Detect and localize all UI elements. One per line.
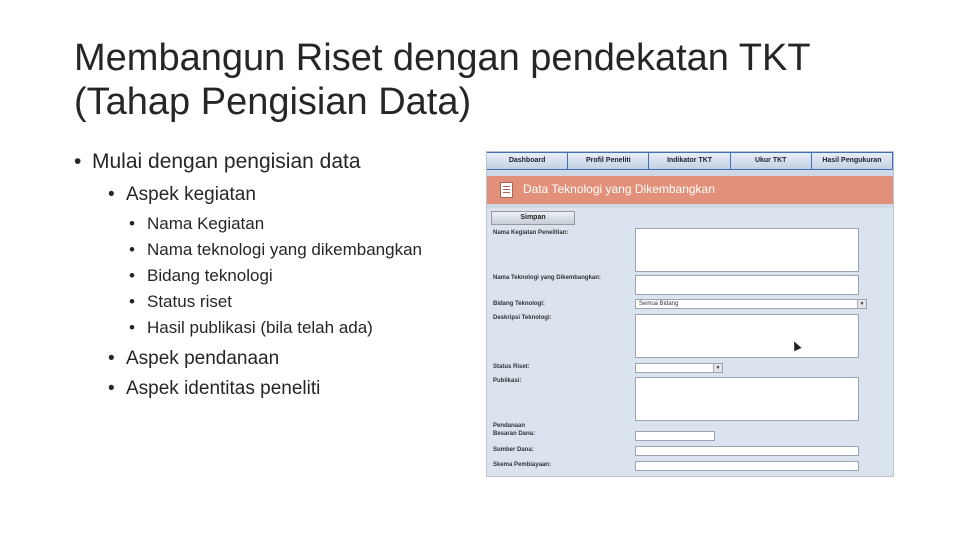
- sub-bullet-text: Nama teknologi yang dikembangkan: [147, 240, 423, 259]
- label-nama-kegiatan: Nama Kegiatan Penelitian:: [493, 230, 569, 236]
- bidang-select[interactable]: [635, 299, 867, 309]
- skema-pembiayaan-input[interactable]: [635, 461, 859, 471]
- sub-bullet: • Status riset: [129, 292, 233, 311]
- section-header: [487, 176, 893, 204]
- simpan-button[interactable]: Simpan: [491, 211, 575, 225]
- bidang-selected-value: Semua Bidang: [639, 301, 679, 307]
- section-title: Data Teknologi yang Dikembangkan: [523, 182, 715, 196]
- label-pendanaan: Pendanaan: [493, 423, 526, 429]
- nav-dashboard[interactable]: Dashboard: [487, 153, 567, 169]
- label-status: Status Riset:: [493, 364, 530, 370]
- bullet-aspek-identitas: • Aspek identitas peneliti: [108, 378, 321, 399]
- bullet-main-text: Mulai dengan pengisian data: [92, 150, 361, 173]
- slide-title: [74, 36, 874, 124]
- bullet-aspek-pendanaan: • Aspek pendanaan: [108, 348, 280, 369]
- sub-bullet-text: Nama Kegiatan: [147, 214, 265, 233]
- publikasi-textarea[interactable]: [635, 377, 859, 421]
- sub-bullet-text: Status riset: [147, 292, 233, 311]
- bullet-main: • Mulai dengan pengisian data: [74, 150, 361, 173]
- label-deskripsi: Deskripsi Teknologi:: [493, 315, 552, 321]
- title-line-2: (Tahap Pengisian Data): [74, 81, 472, 123]
- label-besaran: Besaran Dana:: [493, 431, 536, 437]
- deskripsi-textarea[interactable]: [635, 314, 859, 358]
- status-select[interactable]: [635, 363, 723, 373]
- app-screenshot: [486, 151, 894, 477]
- bullet-aspek-kegiatan: • Aspek kegiatan: [108, 184, 256, 205]
- label-nama-teknologi: Nama Teknologi yang Dikembangkan:: [493, 275, 601, 281]
- label-publikasi: Publikasi:: [493, 378, 522, 384]
- sub-bullet: • Bidang teknologi: [129, 266, 273, 285]
- chevron-down-icon: ▼: [857, 300, 866, 308]
- bullet-aspek-identitas-text: Aspek identitas peneliti: [126, 378, 321, 399]
- data-form: [487, 208, 893, 477]
- sub-bullet-text: Hasil publikasi (bila telah ada): [147, 318, 373, 337]
- bullet-aspek-kegiatan-text: Aspek kegiatan: [126, 184, 256, 205]
- nama-kegiatan-textarea[interactable]: [635, 228, 859, 272]
- sub-bullet: • Hasil publikasi (bila telah ada): [129, 318, 373, 337]
- app-nav-bar: [487, 152, 893, 170]
- label-sumber: Sumber Dana:: [493, 447, 534, 453]
- sub-bullet-text: Bidang teknologi: [147, 266, 273, 285]
- sumber-dana-input[interactable]: [635, 446, 859, 456]
- nav-hasil-pengukuran[interactable]: Hasil Pengukuran: [812, 153, 892, 169]
- document-icon: [500, 182, 513, 198]
- label-bidang: Bidang Teknologi:: [493, 301, 545, 307]
- sub-bullet: • Nama teknologi yang dikembangkan: [129, 240, 423, 259]
- chevron-down-icon: ▼: [713, 364, 722, 372]
- title-line-1: Membangun Riset dengan pendekatan TKT: [74, 37, 811, 79]
- sub-bullet: • Nama Kegiatan: [129, 214, 265, 233]
- nav-profil-peneliti[interactable]: Profil Peneliti: [568, 153, 648, 169]
- bullet-aspek-pendanaan-text: Aspek pendanaan: [126, 348, 280, 369]
- nav-indikator-tkt[interactable]: Indikator TKT: [649, 153, 729, 169]
- nama-teknologi-input[interactable]: [635, 275, 859, 295]
- nav-ukur-tkt[interactable]: Ukur TKT: [731, 153, 811, 169]
- label-skema: Skema Pembiayaan:: [493, 462, 552, 468]
- besaran-dana-input[interactable]: [635, 431, 715, 441]
